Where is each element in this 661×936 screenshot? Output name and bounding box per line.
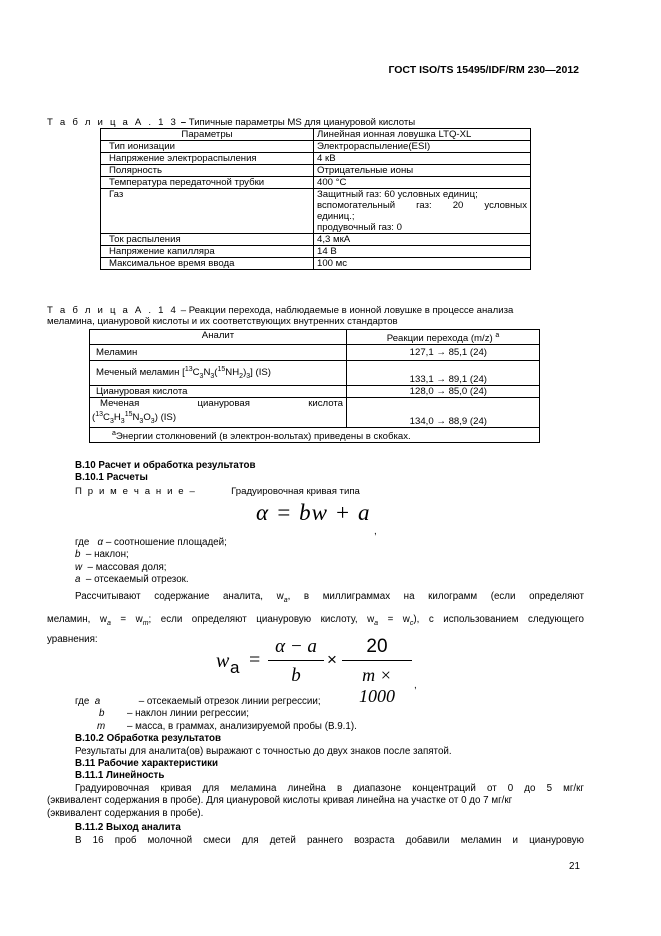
text-part: 15 — [217, 366, 226, 374]
section-heading: В.11.1 Линейность — [75, 770, 165, 781]
table14-caption-label: Т а б л и ц а А . 1 4 — [47, 305, 179, 316]
symbol: b — [75, 549, 81, 561]
fraction-bar — [268, 660, 324, 661]
text-part: a — [283, 596, 288, 604]
where-item — [75, 537, 227, 549]
paragraph-line: уравнения: — [47, 633, 98, 645]
text-part: 3 — [120, 418, 125, 426]
table-cell: Отрицательные ионы — [314, 165, 531, 177]
definition: – соотношение площадей; — [105, 537, 227, 548]
analyte-line — [92, 398, 343, 409]
table-header-cell: Параметры — [101, 129, 314, 141]
table-cell: Полярность — [101, 165, 314, 177]
equation-1: α = bw + a — [256, 500, 371, 525]
section-heading: В.10 Расчет и обработка результатов — [75, 460, 256, 471]
table-cell: Температура передаточной трубки — [101, 177, 314, 189]
table-row — [101, 141, 531, 153]
where-item — [75, 574, 227, 586]
table-cell: Меламин — [90, 345, 347, 361]
table-cell: Напряжение электрораспыления — [101, 153, 314, 165]
where-item — [75, 549, 227, 561]
where-list-1 — [75, 537, 227, 586]
where-item — [75, 708, 357, 720]
definition: – отсекаемый отрезок. — [85, 573, 189, 585]
paragraph-line — [47, 587, 584, 610]
table-row — [101, 153, 531, 165]
table-header-row — [90, 330, 540, 345]
gas-line: Защитный газ: 60 условных единиц; — [317, 189, 478, 200]
table14-caption-line: – Реакции перехода, наблюдаемые в ионной ловушке в процессе анализа — [178, 305, 514, 316]
text-part: ; если определяют циануровую кислоту, w — [148, 613, 375, 625]
eq-denominator: b — [291, 665, 301, 686]
header-text: Реакции перехода (m/z) — [386, 333, 493, 345]
table-cell: Тип ионизации — [101, 141, 314, 153]
table-row — [101, 258, 531, 270]
text-part: 3 — [139, 418, 144, 426]
text-part: 3 — [109, 418, 114, 426]
paragraph-line — [47, 610, 584, 633]
table-cell: Максимальное время ввода — [101, 258, 314, 270]
where-item — [75, 562, 227, 574]
table13-caption — [47, 117, 415, 128]
text-part: m — [142, 619, 149, 627]
paragraph-line: В 16 проб молочной смеси для детей раннего возраста добавили меламин и циануровую — [75, 835, 584, 846]
text-part: a — [106, 619, 111, 627]
text-part: меламин, w — [47, 613, 107, 625]
eq-lhs-sub: a — [230, 658, 240, 677]
table-row — [101, 165, 531, 177]
text-part: 3 — [150, 418, 155, 426]
definition: – наклон; — [85, 549, 129, 561]
table-row — [101, 234, 531, 246]
symbol: b — [99, 708, 105, 720]
footnote-text: Энергии столкновений (в электрон-вольтах) приведены в скобках. — [115, 431, 411, 443]
table13-caption-text: Типичные параметры MS для циануровой кислоты — [188, 117, 416, 128]
table-cell: Ток распыления — [101, 234, 314, 246]
table-cell: 133,1 → 89,1 (24) — [347, 361, 540, 386]
table-row — [101, 246, 531, 258]
text-part: Рассчитывают содержание аналита, w — [75, 591, 284, 602]
table-cell: Циануровая кислота — [90, 386, 347, 398]
note-label: П р и м е ч а н и е – — [75, 486, 197, 497]
text-part: C — [192, 367, 200, 379]
fraction-bar — [342, 660, 412, 661]
paragraph-line: Градуировочная кривая для меламина линейна в диапазоне концентраций от 0 до 5 мг/кг — [75, 783, 584, 794]
equals-sign: = — [249, 649, 261, 671]
table-row — [101, 177, 531, 189]
text-part: ) — [243, 367, 247, 379]
times-sign: × — [327, 650, 337, 669]
paragraph-line: (эквивалент содержания в пробе). Для циануровой кислоты кривая линейна на участке от 0 до 7 мг/кг — [47, 795, 513, 807]
symbol: a — [94, 696, 101, 707]
text-part: 13 — [95, 411, 103, 419]
table-cell: 128,0 → 85,0 (24) — [347, 386, 540, 398]
text-part: ), с использованием следующего — [413, 613, 584, 625]
eq-numerator: 20 — [366, 636, 388, 657]
eq-numerator: α − a — [275, 636, 317, 657]
text-part: ( — [92, 412, 96, 424]
text-part: C — [103, 412, 110, 424]
table-row — [90, 386, 540, 398]
gas-line: единиц.; — [317, 211, 355, 222]
section-heading: В.10.2 Обработка результатов — [75, 733, 222, 744]
eq-denominator: m × 1000 — [359, 665, 395, 706]
text-part: c — [409, 619, 414, 627]
table-row — [90, 361, 540, 386]
text-part: NH — [225, 367, 240, 379]
table-footnote — [90, 428, 540, 443]
table-header-row — [101, 129, 531, 141]
word: Меченая — [100, 398, 140, 410]
where-list-2 — [75, 696, 357, 733]
eq-lhs: w — [216, 650, 230, 672]
footnote-mark: a — [112, 430, 116, 438]
text-part: 3 — [246, 373, 251, 381]
paragraph: Результаты для аналита(ов) выражают с точностью до двух знаков после запятой. — [75, 746, 452, 757]
text-part: = w — [110, 613, 143, 625]
table-cell: 100 мс — [314, 258, 531, 270]
table-cell: Газ — [101, 189, 314, 234]
definition: – масса, в граммах, анализируемой пробы (В.9.1). — [127, 720, 357, 732]
text-part: N — [203, 367, 211, 379]
text-part: 13 — [184, 366, 193, 374]
text-part: = w — [378, 613, 410, 625]
table13 — [100, 128, 531, 270]
table-header-cell: Линейная ионная ловушка LTQ-XL — [314, 129, 531, 141]
table-row — [90, 398, 540, 428]
where-item — [75, 721, 357, 733]
table14 — [89, 329, 540, 443]
section-heading: В.10.1 Расчеты — [75, 472, 148, 483]
word: кислота — [308, 398, 343, 410]
gas-line: вспомогательный газ: 20 условных — [317, 200, 527, 211]
table-cell: 4 кВ — [314, 153, 531, 165]
table-cell — [90, 361, 347, 386]
table-cell: 14 В — [314, 246, 531, 258]
footnote-ref: a — [495, 332, 500, 339]
table-cell — [90, 398, 347, 428]
note-text: Градуировочная кривая типа — [231, 486, 360, 497]
symbol: w — [75, 561, 83, 573]
text-part: ) (IS) — [154, 412, 177, 424]
text-part: 3 — [210, 373, 215, 381]
table-cell: 400 °С — [314, 177, 531, 189]
equation-comma: , — [374, 526, 377, 537]
text-part: a — [374, 619, 379, 627]
note — [75, 486, 360, 497]
caption-dash: – — [178, 117, 189, 128]
analyte-line — [92, 409, 343, 427]
table-header-cell: Аналит — [90, 330, 347, 345]
document-header: ГОСТ ISO/TS 15495/IDF/RM 230—2012 — [388, 64, 579, 76]
definition: – массовая доля; — [87, 561, 167, 573]
symbol: m — [97, 720, 106, 732]
table-footnote-row — [90, 428, 540, 443]
symbol: a — [75, 573, 81, 585]
paragraph-line: (эквивалент содержания в пробе). — [47, 807, 204, 819]
text-part: ( — [214, 367, 218, 379]
text-part: 2 — [239, 373, 244, 381]
symbol: α — [97, 537, 104, 548]
table-row — [101, 189, 531, 234]
table-row — [90, 345, 540, 361]
text-part: 15 — [124, 411, 133, 419]
table-cell: Напряжение капилляра — [101, 246, 314, 258]
table14-caption — [47, 305, 547, 327]
table-cell: 127,1 → 85,1 (24) — [347, 345, 540, 361]
text-part: H — [113, 412, 121, 424]
table-cell: 134,0 → 88,9 (24) — [347, 398, 540, 428]
equation-comma: , — [414, 680, 417, 691]
where-label: где — [75, 537, 90, 548]
text-part: O — [143, 412, 151, 424]
text-part: ] (IS) — [250, 367, 271, 379]
text-part: N — [132, 412, 140, 424]
gas-line: продувочный газ: 0 — [317, 222, 402, 233]
where-item — [75, 696, 357, 708]
table-cell: 4,3 мкА — [314, 234, 531, 246]
table-header-cell — [347, 330, 540, 345]
definition: – наклон линии регрессии; — [127, 708, 249, 720]
text-part: , в миллиграммах на килограмм (если определяют — [287, 591, 584, 602]
section-heading: В.11 Рабочие характеристики — [75, 758, 219, 769]
definition: – отсекаемый отрезок линии регрессии; — [138, 696, 321, 707]
table-cell — [314, 189, 531, 234]
section-heading: В.11.2 Выход аналита — [75, 822, 181, 833]
table14-caption-line: меламина, циануровой кислоты и их соответствующих внутренних стандартов — [47, 316, 398, 327]
page-number: 21 — [569, 861, 580, 872]
word: циануровая — [197, 398, 250, 410]
linearity-paragraph — [47, 783, 584, 820]
table-cell: Электрораспыление(ESI) — [314, 141, 531, 153]
table13-caption-label: Т а б л и ц а А . 1 3 — [47, 117, 179, 128]
text-part: Меченый меламин [ — [96, 367, 185, 379]
recovery-paragraph — [47, 835, 584, 847]
where-label: где — [75, 696, 90, 707]
text-part: 3 — [199, 373, 204, 381]
